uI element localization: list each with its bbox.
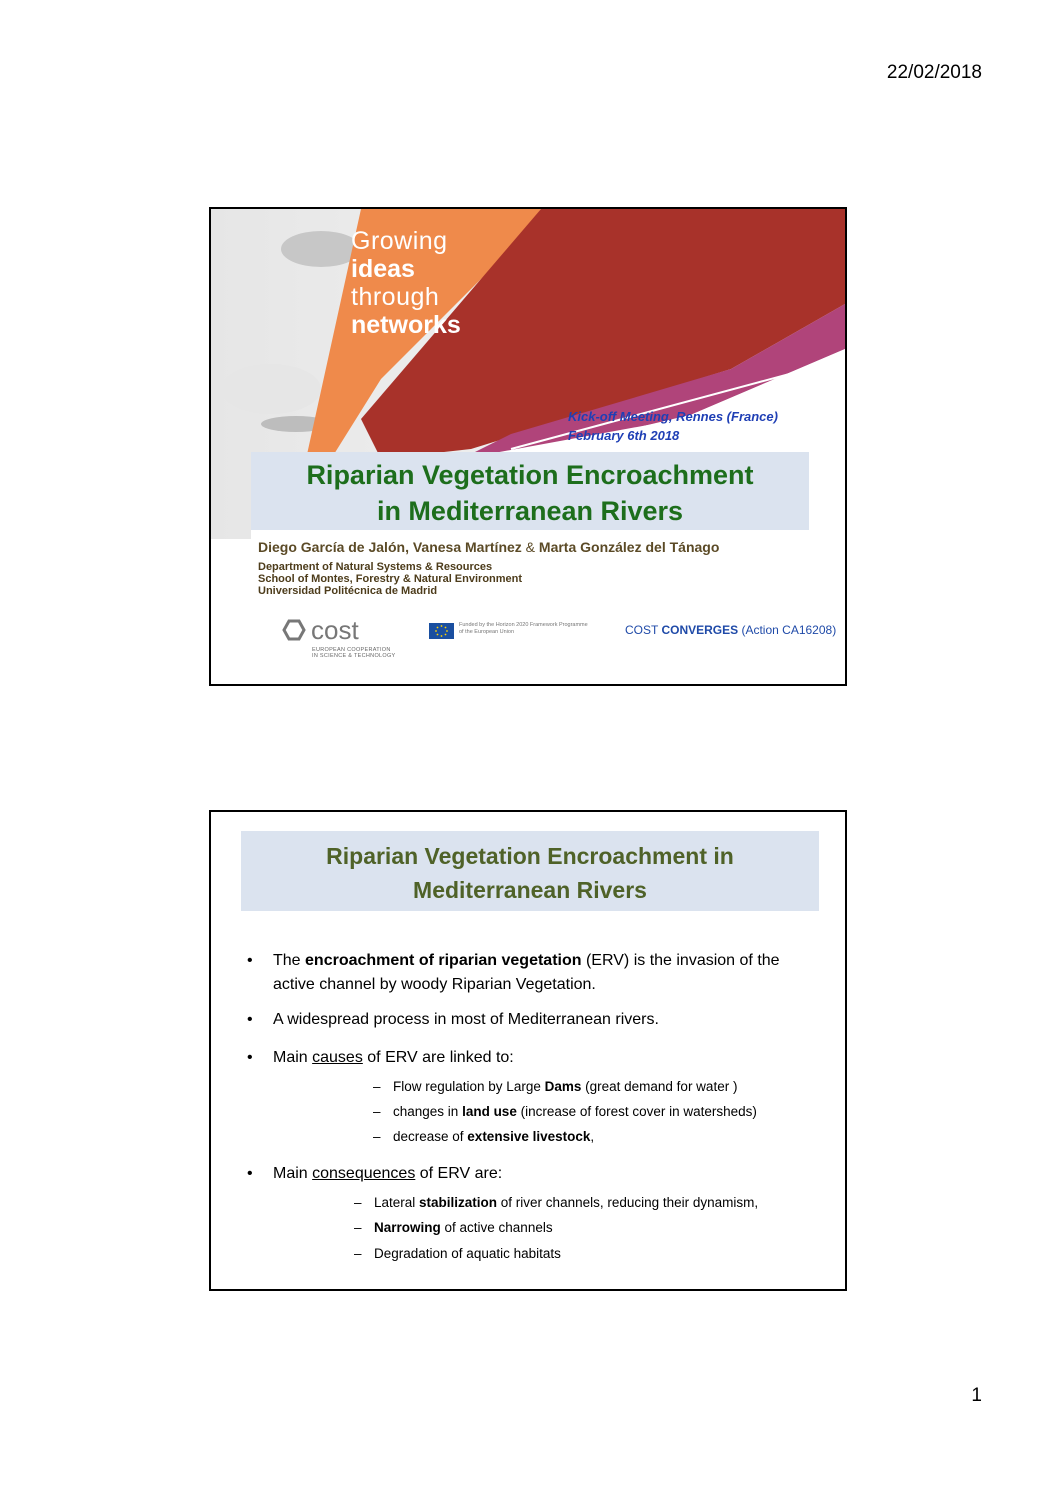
slide-title-line: Mediterranean Rivers: [413, 877, 647, 903]
bullet-text: [273, 1046, 514, 1070]
page-date: 22/02/2018: [886, 62, 982, 83]
text-run-bold: Narrowing: [374, 1220, 441, 1235]
tagline: [351, 227, 461, 339]
text-run: decrease of: [393, 1129, 468, 1144]
bullet-marker: •: [247, 1011, 253, 1028]
text-run: changes in: [393, 1104, 463, 1119]
cost-subtitle-line: EUROPEAN COOPERATION: [312, 647, 391, 653]
sub-bullet-text: [393, 1100, 757, 1124]
slide-title-line: in Mediterranean Rivers: [376, 496, 684, 526]
tagline-line: Growing: [351, 227, 448, 255]
affiliation: [258, 561, 522, 597]
text-run-underlined: causes: [312, 1049, 363, 1066]
text-run-bold: encroachment of riparian vegetation: [305, 952, 582, 969]
author: Diego García de Jalón: [258, 539, 406, 555]
eu-funding-text: [459, 622, 588, 636]
separator: ,: [405, 539, 413, 555]
text-run: ,: [590, 1129, 595, 1144]
eu-funding-line: of the European Union: [459, 629, 515, 635]
sub-bullet-marker: –: [354, 1246, 362, 1261]
cost-logo-text: cost: [311, 615, 359, 645]
text-run: (ERV) is the invasion of the: [581, 952, 780, 969]
affiliation-line: School of Montes, Forestry & Natural Environment: [258, 573, 523, 585]
text-run: Main: [273, 1049, 313, 1066]
text-run: of river channels, reducing their dynamism,: [497, 1195, 759, 1210]
text-run: Degradation of aquatic habitats: [374, 1246, 561, 1261]
bullet-text: A widespread process in most of Mediterranean rivers.: [273, 1011, 659, 1028]
sub-bullet-text: [393, 1075, 737, 1099]
authors: [258, 539, 719, 555]
text-run-bold: stabilization: [419, 1195, 498, 1210]
eu-flag-icon: [429, 623, 454, 639]
slide-title-line: Riparian Vegetation Encroachment in: [326, 843, 734, 869]
meeting-place: Kick-off Meeting, Rennes (France): [568, 409, 778, 424]
sub-bullet-marker: –: [373, 1129, 381, 1144]
title-slide: [209, 207, 847, 686]
content-slide: [209, 810, 847, 1291]
bullet-marker: •: [247, 1049, 253, 1066]
bullet-marker: •: [247, 952, 253, 969]
bullet-text: [273, 949, 780, 973]
text-run-underlined: consequences: [312, 1165, 416, 1182]
text-run: Lateral: [374, 1195, 420, 1210]
sub-bullet-text: [393, 1125, 594, 1149]
page-number: 1: [971, 1385, 982, 1406]
separator: &: [521, 539, 539, 555]
meeting-date: February 6th 2018: [568, 428, 680, 443]
text-run: Flow regulation by Large: [393, 1079, 545, 1094]
text-run: Main: [273, 1165, 313, 1182]
cost-logo-icon: [281, 615, 393, 645]
sub-bullet-marker: –: [373, 1104, 381, 1119]
text-run: The: [273, 952, 306, 969]
sub-bullet-marker: –: [373, 1079, 381, 1094]
text-run: of ERV are linked to:: [362, 1049, 514, 1066]
author: Vanesa Martínez: [412, 539, 522, 555]
converges-pre: COST: [625, 623, 662, 637]
text-run: of ERV are:: [415, 1165, 503, 1182]
sub-bullet-text: [374, 1216, 553, 1240]
slide-title-line: Riparian Vegetation Encroachment: [306, 460, 754, 490]
converges-post: (Action CA16208): [738, 623, 837, 637]
text-run: of active channels: [440, 1220, 553, 1235]
eu-funding-line: Funded by the Horizon 2020 Framework Programme: [459, 622, 588, 628]
author: Marta González del Tánago: [538, 539, 720, 555]
sub-bullet-marker: –: [354, 1195, 362, 1210]
text-run-bold: land use: [462, 1104, 517, 1119]
slide-title: [241, 839, 819, 907]
text-run-bold: extensive livestock: [467, 1129, 591, 1144]
text-run-bold: Dams: [544, 1079, 582, 1094]
converges-bold: CONVERGES: [661, 623, 739, 637]
tagline-line: through: [351, 283, 440, 311]
bullet-marker: •: [247, 1165, 253, 1182]
cost-converges-label: [625, 623, 836, 637]
tagline-line: networks: [351, 311, 461, 339]
cost-subtitle: [312, 647, 396, 659]
cost-subtitle-line: IN SCIENCE & TECHNOLOGY: [312, 653, 396, 659]
meeting-info: [568, 407, 778, 445]
sub-bullet-text: [374, 1242, 561, 1266]
bullet-text-continued: active channel by woody Riparian Vegetation.: [273, 976, 596, 993]
text-run: (great demand for water ): [581, 1079, 738, 1094]
affiliation-line: Universidad Politécnica de Madrid: [258, 585, 438, 597]
affiliation-line: Department of Natural Systems & Resources: [258, 561, 493, 573]
slide-title: [251, 457, 809, 529]
tagline-line: ideas: [351, 255, 415, 283]
text-run: (increase of forest cover in watersheds): [516, 1104, 757, 1119]
bullet-text: [273, 1162, 502, 1186]
sub-bullet-text: [374, 1191, 758, 1215]
sub-bullet-marker: –: [354, 1220, 362, 1235]
